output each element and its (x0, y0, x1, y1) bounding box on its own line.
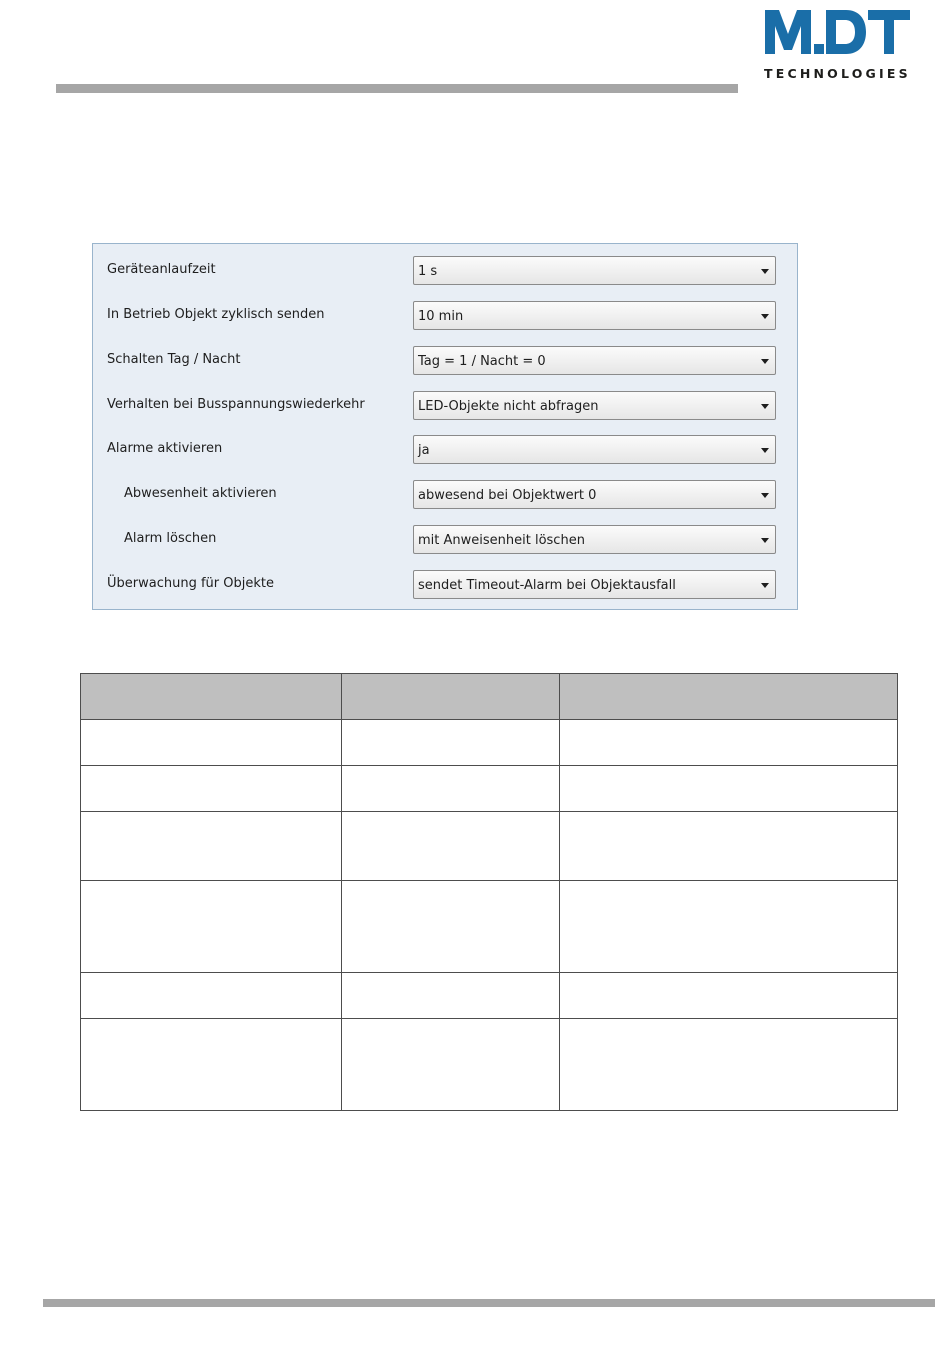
table-cell (560, 973, 898, 1019)
settings-row (93, 478, 797, 512)
table-cell (342, 1019, 560, 1111)
chevron-down-icon[interactable] (761, 493, 769, 498)
table-cell (560, 766, 898, 812)
table-cell (81, 881, 342, 973)
table-cell (342, 973, 560, 1019)
table-cell (342, 766, 560, 812)
settings-panel (92, 243, 798, 610)
chevron-down-icon[interactable] (761, 583, 769, 588)
settings-row (93, 389, 797, 423)
table-cell (560, 720, 898, 766)
table-cell (81, 720, 342, 766)
setting-label: In Betrieb Objekt zyklisch senden (107, 307, 325, 322)
settings-row (93, 433, 797, 467)
setting-dropdown[interactable] (413, 346, 776, 375)
setting-label: Alarm löschen (124, 531, 217, 546)
setting-dropdown[interactable] (413, 570, 776, 599)
table-cell (81, 812, 342, 881)
dropdown-value: LED-Objekte nicht abfragen (418, 399, 599, 414)
settings-row (93, 254, 797, 288)
table-row (81, 720, 898, 766)
setting-dropdown[interactable] (413, 391, 776, 420)
logo-subtext: TECHNOLOGIES (764, 66, 911, 81)
settings-row (93, 344, 797, 378)
settings-row (93, 523, 797, 557)
setting-dropdown[interactable] (413, 480, 776, 509)
table-cell (342, 720, 560, 766)
settings-row (93, 299, 797, 333)
chevron-down-icon[interactable] (761, 404, 769, 409)
settings-row (93, 568, 797, 602)
setting-dropdown[interactable] (413, 435, 776, 464)
dropdown-value: abwesend bei Objektwert 0 (418, 488, 597, 503)
dropdown-value: 1 s (418, 264, 438, 279)
table-header-cell (81, 674, 342, 720)
setting-label: Geräteanlaufzeit (107, 262, 216, 277)
dropdown-value: Tag = 1 / Nacht = 0 (418, 354, 546, 369)
setting-label: Überwachung für Objekte (107, 576, 274, 591)
table-cell (342, 812, 560, 881)
footer-divider (43, 1299, 935, 1307)
table-cell (81, 766, 342, 812)
table-cell (560, 812, 898, 881)
chevron-down-icon[interactable] (761, 448, 769, 453)
chevron-down-icon[interactable] (761, 538, 769, 543)
table-cell (342, 881, 560, 973)
setting-label: Alarme aktivieren (107, 441, 223, 456)
table-row (81, 1019, 898, 1111)
setting-label: Verhalten bei Busspannungswiederkehr (107, 397, 365, 412)
table-row (81, 881, 898, 973)
table-cell (81, 1019, 342, 1111)
chevron-down-icon[interactable] (761, 314, 769, 319)
table-header-row (81, 674, 898, 720)
setting-dropdown[interactable] (413, 525, 776, 554)
dropdown-value: 10 min (418, 309, 464, 324)
dropdown-value: ja (418, 443, 430, 458)
table-row (81, 812, 898, 881)
table-cell (560, 881, 898, 973)
header-divider (56, 84, 738, 93)
dropdown-value: mit Anweisenheit löschen (418, 533, 585, 548)
chevron-down-icon[interactable] (761, 359, 769, 364)
table-row (81, 973, 898, 1019)
parameter-table (80, 673, 898, 1111)
table-cell (560, 1019, 898, 1111)
table-cell (81, 973, 342, 1019)
table-header-cell (560, 674, 898, 720)
table-header-cell (342, 674, 560, 720)
setting-label: Schalten Tag / Nacht (107, 352, 241, 367)
setting-dropdown[interactable] (413, 301, 776, 330)
table-row (81, 766, 898, 812)
chevron-down-icon[interactable] (761, 269, 769, 274)
setting-label: Abwesenheit aktivieren (124, 486, 277, 501)
setting-dropdown[interactable] (413, 256, 776, 285)
dropdown-value: sendet Timeout-Alarm bei Objektausfall (418, 578, 676, 593)
